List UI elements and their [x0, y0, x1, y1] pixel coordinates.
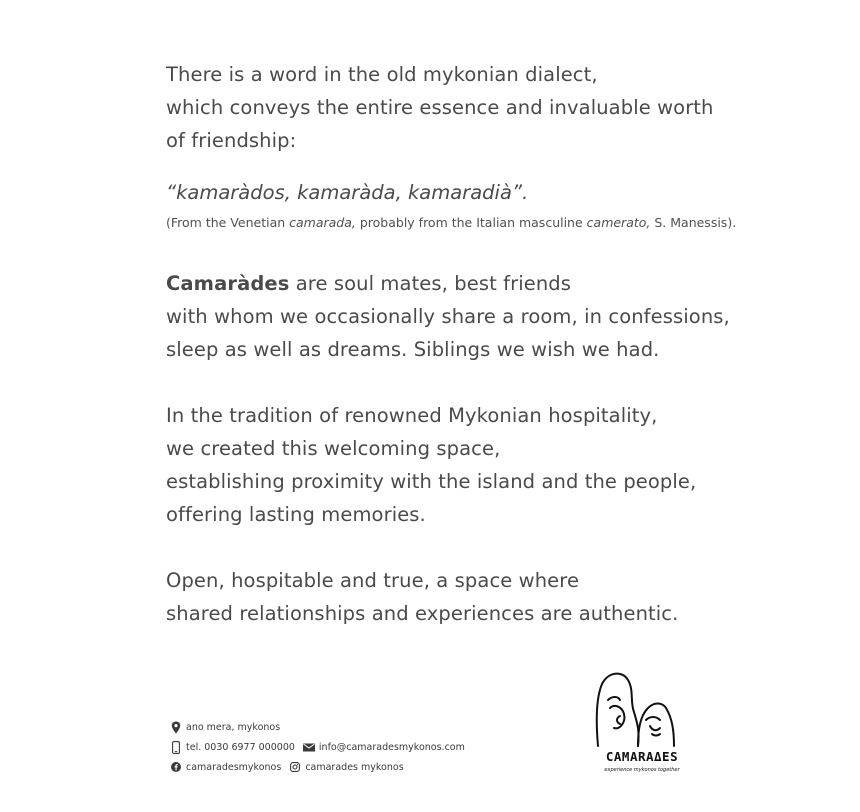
intro-line-3: of friendship: [166, 129, 297, 152]
address-text: ano mera, mykonos [186, 721, 281, 733]
tradition-line-2: we created this welcoming space, [166, 437, 501, 460]
instagram-icon [289, 760, 301, 774]
social-row [170, 757, 473, 777]
tradition-paragraph [166, 399, 826, 531]
etymology-part-1: (From the Venetian [166, 215, 290, 230]
facebook-icon [170, 760, 182, 774]
tradition-line-3: establishing proximity with the island and the people, [166, 470, 697, 493]
logo-wordmark: CAMARAΔES [605, 749, 679, 764]
mail-icon [303, 740, 315, 754]
etymology-part-3: S. Manessis). [650, 215, 737, 230]
phone-icon [170, 740, 182, 754]
dialect-quote: “kamaràdos, kamaràda, kamaradià”. [166, 181, 529, 204]
facebook-text: camaradesmykonos [186, 761, 282, 773]
intro-paragraph [166, 58, 826, 157]
instagram-text: camarades mykonos [305, 761, 404, 773]
logo-drawing [586, 668, 698, 776]
email-text: info@camaradesmykonos.com [318, 741, 465, 753]
closing-line-2: shared relationships and experiences are authentic. [166, 602, 679, 625]
tradition-line-4: offering lasting memories. [166, 503, 426, 526]
location-pin-icon [170, 720, 182, 734]
etymology-term-2: camerato, [586, 215, 651, 230]
closing-line-1: Open, hospitable and true, a space where [166, 569, 580, 592]
tradition-line-1: In the tradition of renowned Mykonian hospitality, [166, 404, 658, 427]
phone-text: tel. 0030 6977 000000 [186, 741, 295, 753]
main-text [166, 58, 826, 630]
logo-tagline: experience mykonos together [604, 767, 680, 773]
camarades-logo [586, 668, 698, 776]
closing-paragraph [166, 564, 826, 630]
facebook-item[interactable] [170, 760, 281, 774]
camarades-line-2: with whom we occasionally share a room, in confessions, [166, 305, 730, 328]
address-row [170, 717, 473, 737]
etymology-note [166, 215, 826, 231]
phone-item[interactable] [170, 740, 295, 754]
etymology-term-1: camarada, [289, 215, 356, 230]
camarades-line-1-rest: are soul mates, best friends [289, 272, 572, 295]
camarades-line-1 [166, 267, 826, 300]
phone-email-row [170, 737, 473, 757]
intro-line-1: There is a word in the old mykonian dialect, [166, 63, 598, 86]
intro-line-2: which conveys the entire essence and invaluable worth [166, 96, 714, 119]
email-item[interactable] [303, 740, 465, 754]
camarades-paragraph [166, 267, 826, 366]
camarades-line-3: sleep as well as dreams. Siblings we wish we had. [166, 338, 660, 361]
etymology-part-2: probably from the Italian masculine [355, 215, 587, 230]
contact-footer [170, 717, 473, 777]
instagram-item[interactable] [289, 760, 403, 774]
brand-name: Camaràdes [166, 272, 290, 295]
